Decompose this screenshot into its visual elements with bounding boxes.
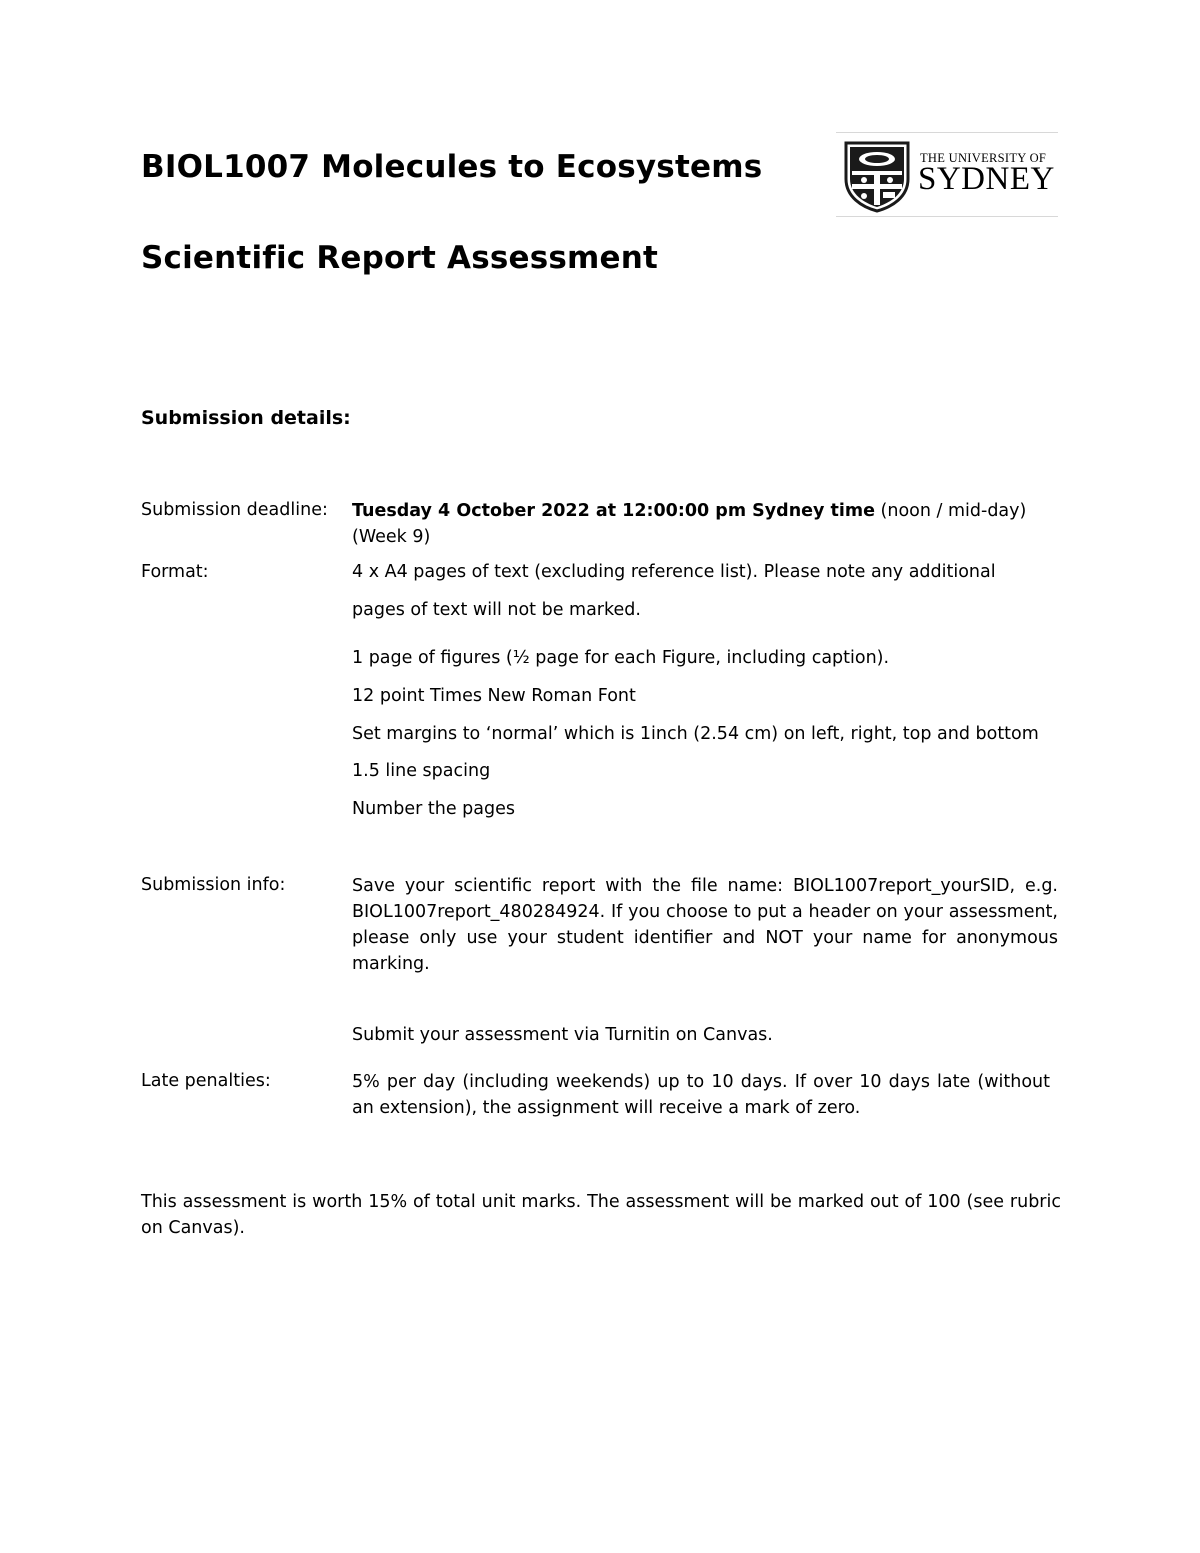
- format-item: Set margins to ‘normal’ which is 1inch (2.54 cm) on left, right, top and bottom: [352, 724, 1039, 744]
- report-title: Scientific Report Assessment: [141, 240, 659, 276]
- deadline-value: [352, 498, 1074, 550]
- format-item: 1 page of figures (½ page for each Figure, including caption).: [352, 648, 890, 668]
- university-logo: [836, 132, 1058, 217]
- late-text: 5% per day (including weekends) up to 10 days. If over 10 days late (without an extension), the assignment will receive a mark of zero.: [352, 1072, 1050, 1118]
- submission-heading: Submission details:: [141, 407, 351, 429]
- format-item: 12 point Times New Roman Font: [352, 686, 636, 706]
- format-label: Format:: [141, 562, 209, 582]
- late-label: Late penalties:: [141, 1071, 271, 1091]
- format-item: 1.5 line spacing: [352, 761, 491, 781]
- logo-top-line: THE UNIVERSITY OF: [920, 151, 1047, 165]
- deadline-week: (Week 9): [352, 527, 431, 547]
- logo-main-word: SYDNEY: [918, 161, 1055, 197]
- assessment-weight-text: This assessment is worth 15% of total unit marks. The assessment will be marked out of 100 (see rubric on Canvas).: [141, 1192, 1061, 1238]
- deadline-note: (noon / mid-day): [874, 501, 1027, 521]
- deadline-label: Submission deadline:: [141, 500, 328, 520]
- format-pages-line1: 4 x A4 pages of text (excluding reference list). Please note any additional: [352, 562, 996, 582]
- deadline-datetime: Tuesday 4 October 2022 at 12:00:00 pm Sydney time: [352, 501, 875, 521]
- info-text: Save your scientific report with the file name: BIOL1007report_yourSID, e.g. BIOL1007report_480284924. If you choose to put a header on your assessment, please only use your student identifier and NOT your name for anonymous marking.: [352, 876, 1058, 974]
- info-submit-text: Submit your assessment via Turnitin on Canvas.: [352, 1025, 773, 1045]
- info-label: Submission info:: [141, 875, 286, 895]
- format-pages-line2: pages of text will not be marked.: [352, 600, 641, 620]
- course-title: BIOL1007 Molecules to Ecosystems: [141, 149, 763, 185]
- format-item: Number the pages: [352, 799, 515, 819]
- crest-icon: [840, 139, 914, 213]
